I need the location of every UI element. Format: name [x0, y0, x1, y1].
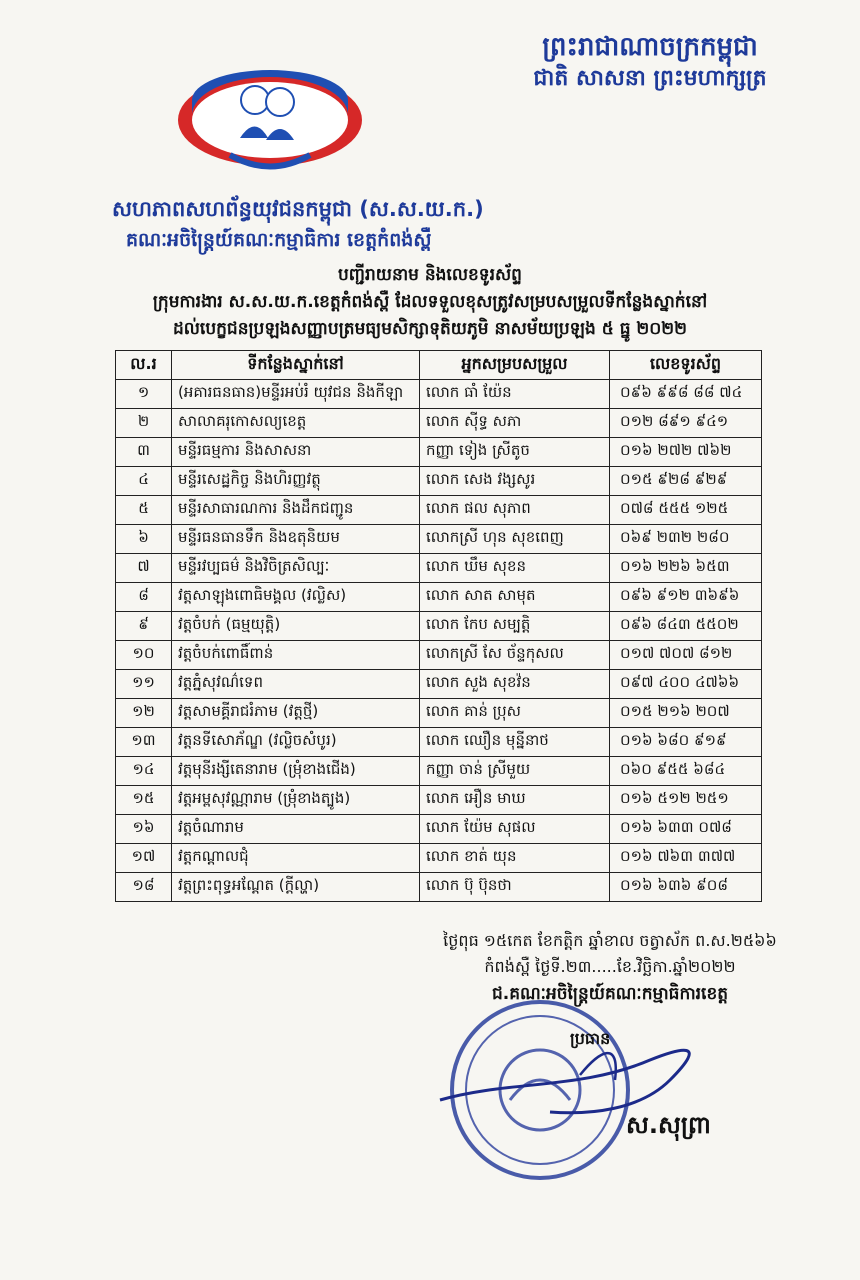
kingdom-motto: ជាតិ សាសនា ព្រះមហាក្សត្រ — [533, 66, 767, 91]
table-row — [116, 554, 762, 583]
organization-name: សហភាពសហព័ន្ធយុវជនកម្ពុជា (ស.ស.យ.ក.) — [112, 197, 484, 221]
row-coordinator: លោក សាត សាមុត — [420, 583, 610, 612]
table-row — [116, 670, 762, 699]
row-number: ៤ — [116, 467, 172, 496]
document-title — [60, 262, 800, 343]
table-row — [116, 380, 762, 409]
row-number: ២ — [116, 409, 172, 438]
kingdom-title: ព្រះរាជាណាចក្រកម្ពុជា — [542, 32, 758, 62]
row-place: មន្ទីរសេដ្ឋកិច្ច និងហិរញ្ញវត្ថុ — [172, 467, 420, 496]
row-coordinator: លោក យ៉ែម សុផល — [420, 815, 610, 844]
row-place: វត្តអម្ពសុវណ្ណារាម (ម្រុំខាងត្បូង) — [172, 786, 420, 815]
table-row — [116, 583, 762, 612]
table-row — [116, 467, 762, 496]
header-place: ទីកន្លែងស្នាក់នៅ — [172, 351, 420, 380]
row-phone: ០១៦ ៦៨០ ៩១៩ — [610, 728, 762, 757]
signing-office: ជ.គណៈអចិន្ត្រៃយ៍គណៈកម្មាធិការខេត្ត — [491, 984, 729, 1004]
row-number: ១១ — [116, 670, 172, 699]
row-place: វត្តមុនីរង្សីតេនារាម (ម្រុំខាងជើង) — [172, 757, 420, 786]
row-coordinator: លោក ឈឿន មុន្នីនាថ — [420, 728, 610, 757]
row-place: វត្តចំបក់ (ធម្មយុត្តិ) — [172, 612, 420, 641]
row-coordinator: លោក ខាត់ យុន — [420, 844, 610, 873]
title-line-1: បញ្ជីរាយនាម និងលេខទូរស័ព្ទ — [338, 265, 522, 285]
organization-logo — [170, 60, 370, 190]
table-row — [116, 496, 762, 525]
row-phone: ០១៦ ៦៣៦ ៩០៨ — [610, 873, 762, 902]
table-row — [116, 525, 762, 554]
title-line-2: ក្រុមការងារ ស.ស.យ.ក.ខេត្តកំពង់ស្ពឺ ដែលទទួលខុសត្រូវសម្របសម្រួលទីកន្លែងស្នាក់នៅ — [152, 292, 708, 312]
row-number: ៧ — [116, 554, 172, 583]
row-coordinator: កញ្ញា ទៀង ស្រីតូច — [420, 438, 610, 467]
table-row — [116, 757, 762, 786]
row-number: ៨ — [116, 583, 172, 612]
row-phone: ០៩៦ ៩៩៨ ៨៨ ៧៤ — [610, 380, 762, 409]
table-header-row — [116, 351, 762, 380]
row-place: វត្តចំបក់ពោធិ៍ពាន់ — [172, 641, 420, 670]
row-number: ១៤ — [116, 757, 172, 786]
row-coordinator: លោក កែប សម្បត្តិ — [420, 612, 610, 641]
row-coordinator: លោក ស៊ីទ្ធ សភា — [420, 409, 610, 438]
row-phone: ០៩៦ ៩១២ ៣៦៩៦ — [610, 583, 762, 612]
row-phone: ០១៦ ៧៦៣ ៣៧៧ — [610, 844, 762, 873]
row-coordinator: លោក សេង វង្សសូរ — [420, 467, 610, 496]
row-phone: ០១២ ៨៩១ ៩៤១ — [610, 409, 762, 438]
row-phone: ០១៦ ២៧២ ៧៦២ — [610, 438, 762, 467]
row-phone: ០១៧ ៧០៧ ៨១២ — [610, 641, 762, 670]
row-number: ១ — [116, 380, 172, 409]
table-row — [116, 409, 762, 438]
row-place: មន្ទីរវប្បធម៌ និងវិចិត្រសិល្បៈ — [172, 554, 420, 583]
table-row — [116, 641, 762, 670]
table-row — [116, 844, 762, 873]
signer-name: ស.សុព្រា — [626, 1111, 711, 1139]
row-place: មន្ទីរធនធានទឹក និងឧតុនិយម — [172, 525, 420, 554]
row-place: (អគារធនធាន)មន្ទីរអប់រំ យុវជន និងកីឡា — [172, 380, 420, 409]
row-number: ១២ — [116, 699, 172, 728]
kingdom-header — [500, 30, 800, 94]
row-phone: ០៩៦ ៨៤៣ ៥៥០២ — [610, 612, 762, 641]
row-coordinator: លោក ធាំ យ៉ែន — [420, 380, 610, 409]
row-number: ១៣ — [116, 728, 172, 757]
row-number: ៣ — [116, 438, 172, 467]
table-row — [116, 873, 762, 902]
row-coordinator: លោក ប៊ុ ប៊ុនថា — [420, 873, 610, 902]
row-phone: ០៦៩ ២៣២ ២៨០ — [610, 525, 762, 554]
row-phone: ០៦០ ៩៥៥ ៦៨៤ — [610, 757, 762, 786]
row-number: ១០ — [116, 641, 172, 670]
row-place: មន្ទីរសាធារណការ និងដឹកជញ្ជូន — [172, 496, 420, 525]
row-coordinator: លោក ផល សុភាព — [420, 496, 610, 525]
table-row — [116, 438, 762, 467]
row-coordinator: លោក ឃឹម សុខន — [420, 554, 610, 583]
row-coordinator: កញ្ញា ចាន់ ស្រីមួយ — [420, 757, 610, 786]
coordinator-table — [115, 350, 762, 902]
row-number: ១៧ — [116, 844, 172, 873]
row-place: សាលាគរុកោសល្យខេត្ត — [172, 409, 420, 438]
row-number: ៥ — [116, 496, 172, 525]
row-phone: ០៩៧ ៤០០ ៤៧៦៦ — [610, 670, 762, 699]
row-place: វត្តកណ្ដាលជុំ — [172, 844, 420, 873]
table-row — [116, 815, 762, 844]
row-phone: ០១៦ ៥១២ ២៥១ — [610, 786, 762, 815]
header-phone: លេខទូរស័ព្ទ — [610, 351, 762, 380]
title-line-3: ដល់បេក្ខជនប្រឡងសញ្ញាបត្រមធ្យមសិក្សាទុតិយភូមិ នាសម័យប្រឡង ៥ ធ្នូ ២០២២ — [172, 319, 688, 339]
row-number: ៩ — [116, 612, 172, 641]
header-no: ល.រ — [116, 351, 172, 380]
row-number: ៦ — [116, 525, 172, 554]
table-row — [116, 699, 762, 728]
president-label: ប្រធាន — [570, 1029, 611, 1048]
row-number: ១៦ — [116, 815, 172, 844]
solar-date: កំពង់ស្ពឺ ថ្ងៃទី.២៣.....ខែ.វិច្ឆិកា.ឆ្នាំ២០២២ — [484, 957, 736, 976]
row-coordinator: លោក អឿន មាឃ — [420, 786, 610, 815]
row-coordinator: លោកស្រី សែ ច័ន្ទកុសល — [420, 641, 610, 670]
table-row — [116, 728, 762, 757]
row-place: មន្ទីរធម្មការ និងសាសនា — [172, 438, 420, 467]
row-place: វត្តព្រះពុទ្ធអណ្តែត (ក្តីល្ហា) — [172, 873, 420, 902]
lunar-date: ថ្ងៃពុធ ១៥កេត ខែកត្តិក ឆ្នាំខាល ចត្វាស័ក ព.ស.២៥៦៦ — [443, 931, 777, 950]
row-place: វត្តសាឡុងពោធិមង្គល (វល្លិស) — [172, 583, 420, 612]
row-place: វត្តចំណារាម — [172, 815, 420, 844]
table-row — [116, 612, 762, 641]
row-phone: ០១៦ ២២៦ ៦៥៣ — [610, 554, 762, 583]
row-phone: ០១៦ ៦៣៣ ០៧៨ — [610, 815, 762, 844]
row-coordinator: លោក គាន់ ប្រុស — [420, 699, 610, 728]
row-number: ១៨ — [116, 873, 172, 902]
row-place: វត្តនទីសោភ័ណ្ឌ (វល្លិចសំបូរ) — [172, 728, 420, 757]
row-place: វត្តភ្នំសុវណ៌ទេព — [172, 670, 420, 699]
row-coordinator: លោកស្រី ហុន សុខពេញ — [420, 525, 610, 554]
organization-committee: គណៈអចិន្ត្រៃយ៍គណៈកម្មាធិការ ខេត្តកំពង់ស្ពឺ — [126, 229, 432, 251]
row-coordinator: លោក សួង សុខវ៉ន — [420, 670, 610, 699]
row-phone: ០១៥ ៩២៨ ៩២៩ — [610, 467, 762, 496]
row-phone: ០១៥ ២១៦ ២០៧ — [610, 699, 762, 728]
table-row — [116, 786, 762, 815]
header-coordinator: អ្នកសម្របសម្រួល — [420, 351, 610, 380]
row-number: ១៥ — [116, 786, 172, 815]
row-place: វត្តសាមគ្គីរាជរំភាម (វត្តថ្មី) — [172, 699, 420, 728]
row-phone: ០៧៨ ៥៥៥ ១២៥ — [610, 496, 762, 525]
